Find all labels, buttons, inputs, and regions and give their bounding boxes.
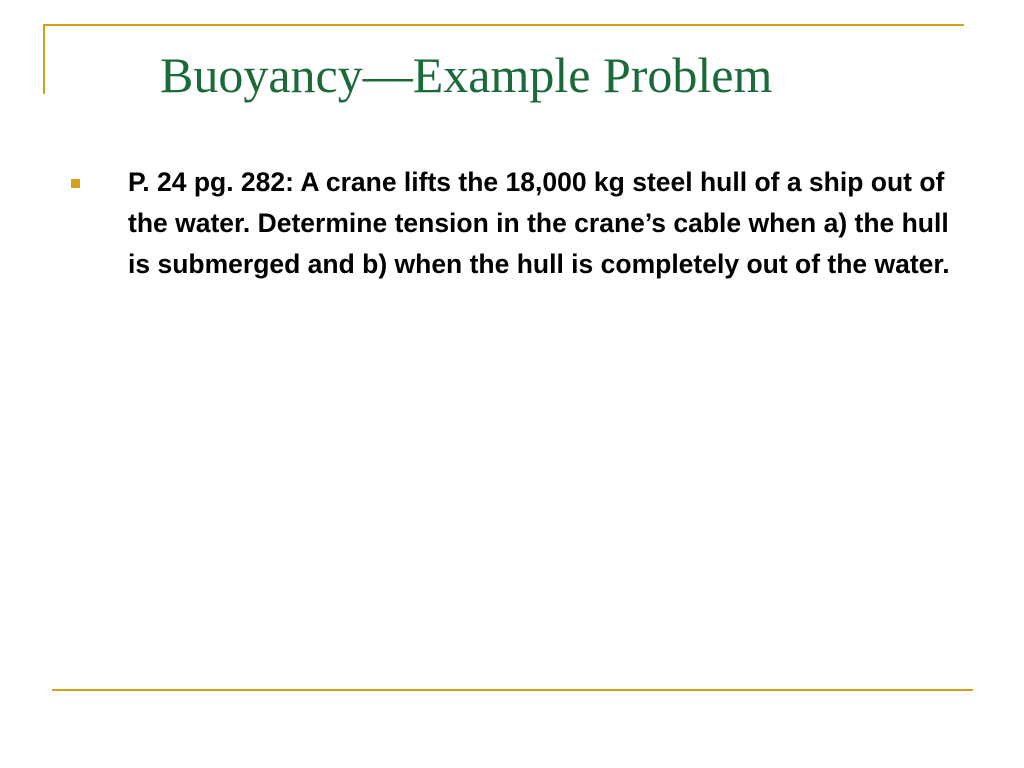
square-bullet-icon xyxy=(71,179,80,188)
bullet-list xyxy=(71,162,971,285)
footer-rule xyxy=(52,689,973,691)
bullet-item xyxy=(71,162,971,285)
frame-vertical-rule xyxy=(43,24,45,94)
bullet-text: P. 24 pg. 282: A crane lifts the 18,000 kg steel hull of a ship out of the water. Determine tension in the crane’s cable when a) the hull is submerged and b) when the hull is completely out of the water. xyxy=(128,167,950,279)
slide-title: Buoyancy—Example Problem xyxy=(160,47,773,103)
frame-top-rule xyxy=(43,24,964,26)
